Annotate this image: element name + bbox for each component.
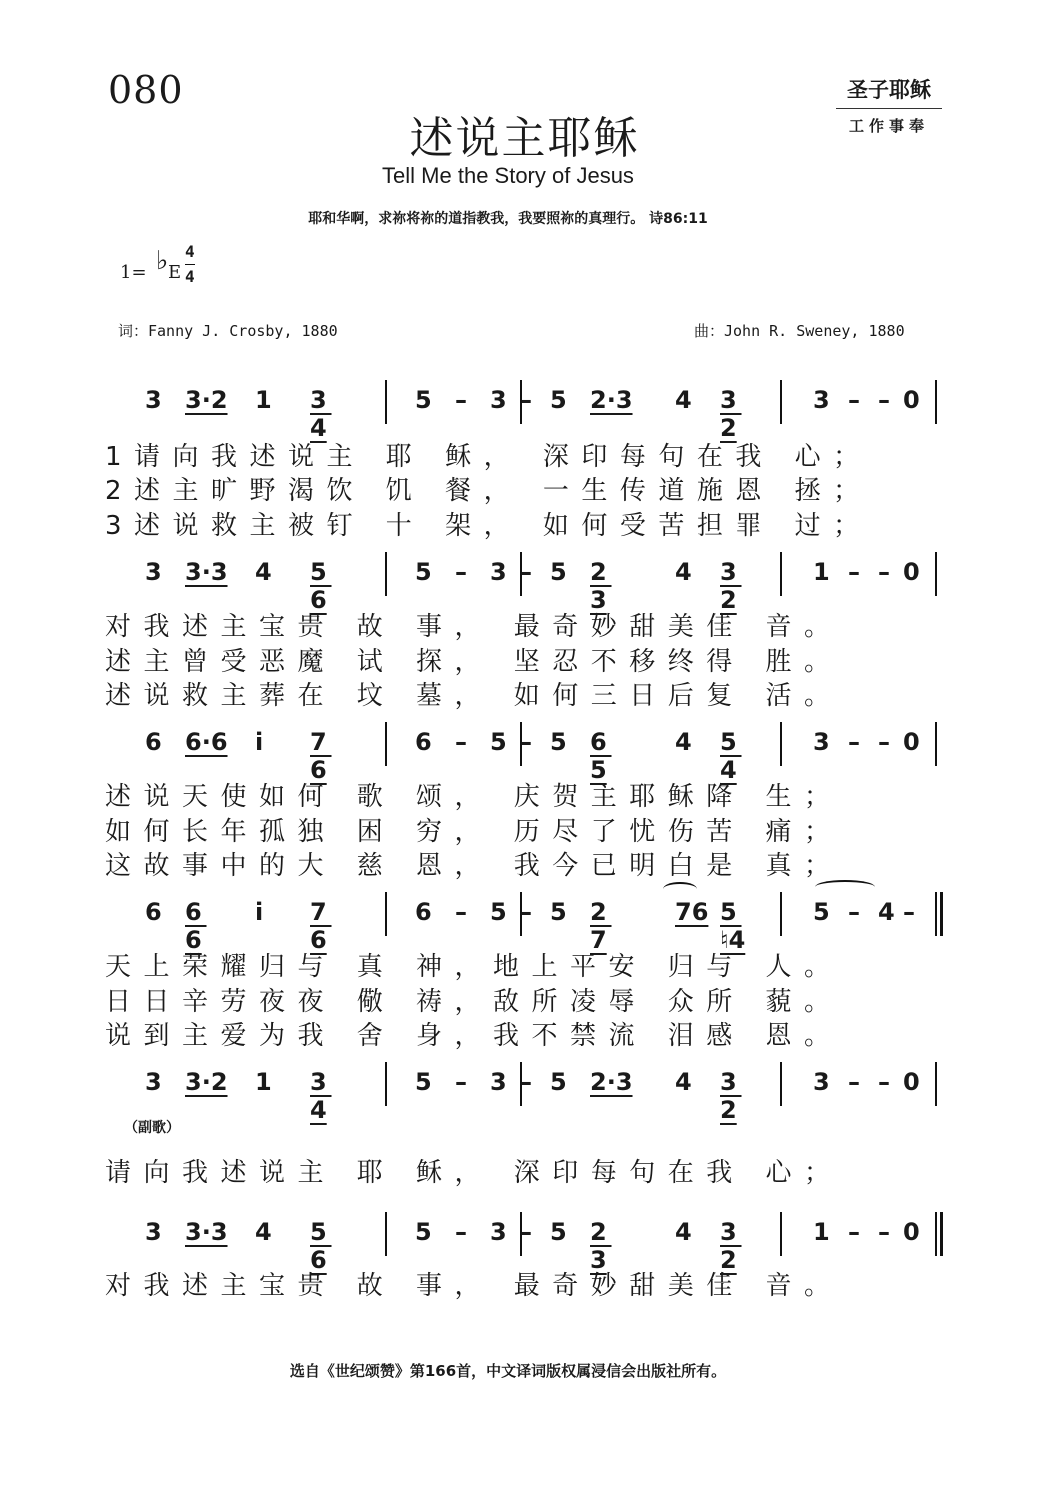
note: 5 4 — [720, 728, 742, 784]
slur — [815, 880, 875, 894]
note: 0 — [903, 386, 920, 414]
lyric-line: 说到主爱为我 舍 身，我不禁流 泪感 恩。 — [105, 1021, 843, 1051]
key-letter: E — [168, 262, 182, 283]
note: 3 4 — [310, 1068, 332, 1124]
note: 4 — [675, 728, 692, 756]
series-category: 圣子耶稣 — [836, 74, 942, 109]
note: 5 6 — [310, 558, 332, 614]
note: 3 2 — [720, 1068, 742, 1124]
note: – — [455, 386, 467, 414]
note: 5 — [550, 1068, 567, 1096]
note: 3 — [145, 1218, 162, 1246]
note: 3·2 — [185, 386, 228, 414]
note: 5 — [415, 1218, 432, 1246]
note: – — [848, 386, 860, 414]
note: 4 — [675, 558, 692, 586]
barline — [520, 1062, 522, 1106]
lyric-line: 请向我述说主 耶 稣， 深印每句在我 心； — [105, 1158, 843, 1188]
note: 76 — [675, 898, 709, 926]
note: 6 — [415, 728, 432, 756]
note: 7 6 — [310, 728, 332, 784]
note: – — [848, 898, 860, 926]
lyric-line: 这故事中的大 慈 恩， 我今已明白是 真； — [105, 851, 843, 881]
barline — [385, 380, 387, 424]
note: 3 4 — [310, 386, 332, 442]
note: 5 — [550, 558, 567, 586]
lyric-line: 天上荣耀归与 真 神，地上平安 归与 人。 — [105, 952, 843, 982]
notation-line — [125, 550, 945, 614]
time-signature-top: 4 — [185, 240, 195, 265]
note: – — [455, 558, 467, 586]
barline — [385, 722, 387, 766]
barline — [780, 1062, 782, 1106]
note: – — [878, 728, 890, 756]
note: 1 — [255, 386, 272, 414]
note: 0 — [903, 1068, 920, 1096]
note: 4 — [255, 1218, 272, 1246]
lyric-line: 日日辛劳夜夜 儆 祷，敌所凌辱 众所 藐。 — [105, 987, 843, 1017]
composer-credit: 曲：John R. Sweney, 1880 — [694, 322, 905, 340]
note: – — [878, 558, 890, 586]
lyric-line: 2述主旷野渴饮 饥 餐， 一生传道施恩 拯； — [105, 476, 872, 506]
hymn-title: 述说主耶稣 — [409, 113, 640, 164]
note: 5 6 — [310, 1218, 332, 1274]
barline — [520, 892, 522, 936]
note: – — [848, 558, 860, 586]
lyric-line: 1请向我述说主 耶 稣， 深印每句在我 心； — [105, 442, 872, 472]
barline — [935, 722, 937, 766]
note: 2 3 — [590, 1218, 612, 1274]
notation-line — [125, 1060, 945, 1124]
note: 3 — [145, 386, 162, 414]
flat-sign: ♭ — [156, 246, 169, 276]
note: – — [520, 898, 532, 926]
slur — [663, 882, 697, 896]
note: 5 — [550, 1218, 567, 1246]
barline — [520, 1212, 522, 1256]
barline — [385, 552, 387, 596]
note: 3 — [490, 386, 507, 414]
barline — [520, 552, 522, 596]
barline — [385, 892, 387, 936]
barline — [520, 722, 522, 766]
note: 3 — [490, 558, 507, 586]
lyric-line: 对我述主宝贵 故 事， 最奇妙甜美佳 音。 — [105, 1271, 843, 1301]
note: 6 — [415, 898, 432, 926]
note: 1 — [255, 1068, 272, 1096]
note: 3·3 — [185, 1218, 228, 1246]
note: 6 6 — [185, 898, 207, 954]
note: 7 6 — [310, 898, 332, 954]
note: 6 — [145, 728, 162, 756]
note: – — [903, 898, 915, 926]
note: i̇ — [255, 728, 264, 756]
note: 4 — [675, 1218, 692, 1246]
note: 3 2 — [720, 386, 742, 442]
barline — [935, 1062, 937, 1106]
lyric-line: 3述说救主被钉 十 架， 如何受苦担罪 过； — [105, 511, 872, 541]
note: 1 — [813, 558, 830, 586]
note: 5 — [490, 898, 507, 926]
note: 2 7 — [590, 898, 612, 954]
note: 5 — [550, 728, 567, 756]
barline — [520, 380, 522, 424]
hymn-english-title: Tell Me the Story of Jesus — [382, 163, 634, 188]
note: 2·3 — [590, 1068, 633, 1096]
note: 0 — [903, 558, 920, 586]
note: – — [878, 1218, 890, 1246]
note: 4 — [675, 386, 692, 414]
note: 3 — [490, 1218, 507, 1246]
note: 3 — [813, 728, 830, 756]
note: – — [848, 1068, 860, 1096]
note: – — [520, 1218, 532, 1246]
notation-line — [125, 378, 945, 442]
note: – — [455, 898, 467, 926]
lyric-line: 述主曾受恶魔 试 探， 坚忍不移终得 胜。 — [105, 647, 843, 677]
barline — [935, 552, 937, 596]
note: 5 — [550, 386, 567, 414]
note: 6·6 — [185, 728, 228, 756]
barline — [780, 552, 782, 596]
lyric-line: 述说救主葬在 坟 墓， 如何三日后复 活。 — [105, 681, 843, 711]
notation-line — [125, 720, 945, 784]
note: 3·3 — [185, 558, 228, 586]
note: – — [520, 1068, 532, 1096]
copyright-footer: 选自《世纪颂赞》第166首，中文译词版权属浸信会出版社所有。 — [289, 1362, 727, 1380]
barline — [935, 380, 937, 424]
time-signature — [185, 240, 195, 289]
note: – — [878, 386, 890, 414]
barline — [780, 380, 782, 424]
note: 4 — [878, 898, 895, 926]
final-barline — [935, 892, 943, 936]
barline — [385, 1062, 387, 1106]
note: 6 — [145, 898, 162, 926]
note: 3 2 — [720, 1218, 742, 1274]
note: 3 — [813, 386, 830, 414]
scripture-verse: 耶和华啊，求祢将祢的道指教我，我要照祢的真理行。 诗86:11 — [308, 211, 708, 227]
note: 5 — [415, 1068, 432, 1096]
lyric-line: 述说天使如何 歌 颂， 庆贺主耶稣降 生； — [105, 782, 843, 812]
note: 5 — [550, 898, 567, 926]
note: 3 2 — [720, 558, 742, 614]
chorus-label: （副歌） — [124, 1120, 180, 1136]
barline — [780, 722, 782, 766]
hymn-number: 080 — [108, 68, 184, 112]
note: 3 — [490, 1068, 507, 1096]
note: – — [848, 728, 860, 756]
final-barline — [935, 1212, 943, 1256]
note: 5 — [490, 728, 507, 756]
note: 4 — [255, 558, 272, 586]
note: – — [520, 558, 532, 586]
note: 3 — [145, 558, 162, 586]
key-prefix: 1= — [120, 262, 147, 283]
lyric-line: 如何长年孤独 困 穷， 历尽了忧伤苦 痛； — [105, 817, 843, 847]
barline — [780, 1212, 782, 1256]
note: 3 — [813, 1068, 830, 1096]
note: i̇ — [255, 898, 264, 926]
note: 5 ♮4 — [720, 898, 746, 954]
note: – — [878, 1068, 890, 1096]
lyric-line: 对我述主宝贵 故 事， 最奇妙甜美佳 音。 — [105, 612, 843, 642]
note: 5 — [415, 386, 432, 414]
note: – — [520, 728, 532, 756]
notation-line — [125, 1210, 945, 1274]
barline — [385, 1212, 387, 1256]
note: 4 — [675, 1068, 692, 1096]
note: 0 — [903, 728, 920, 756]
note: 5 — [813, 898, 830, 926]
note: 2 3 — [590, 558, 612, 614]
note: 0 — [903, 1218, 920, 1246]
note: – — [455, 728, 467, 756]
note: 1 — [813, 1218, 830, 1246]
notation-line — [125, 890, 945, 954]
note: – — [455, 1068, 467, 1096]
series-subcategory: 工作事奉 — [848, 117, 929, 135]
note: 3 — [145, 1068, 162, 1096]
note: 5 — [415, 558, 432, 586]
note: – — [455, 1218, 467, 1246]
time-signature-bottom: 4 — [185, 267, 195, 286]
note: 6 5 — [590, 728, 612, 784]
note: – — [848, 1218, 860, 1246]
note: 2·3 — [590, 386, 633, 414]
lyricist-credit: 词：Fanny J. Crosby, 1880 — [118, 322, 338, 340]
note: 3·2 — [185, 1068, 228, 1096]
barline — [780, 892, 782, 936]
note: – — [520, 386, 532, 414]
